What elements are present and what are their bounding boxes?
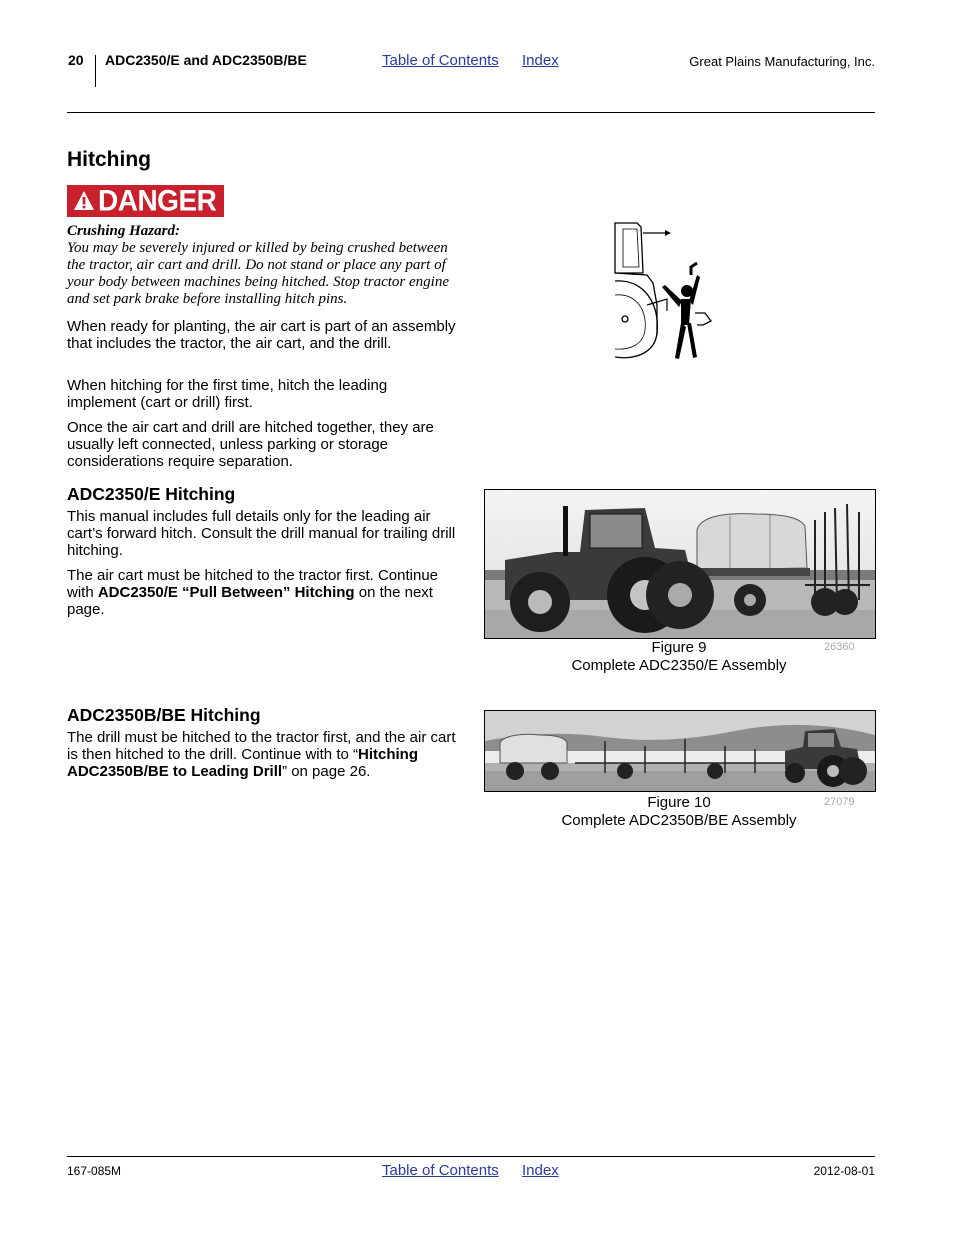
figure-9-art-number: 26360 [824,641,855,653]
sub-e-paragraph-2 [67,567,459,618]
figure-10-caption [484,794,874,830]
sub-e-text-b: on the next page. [67,584,433,618]
header-rule [67,112,875,113]
part-number: 167-085M [67,1164,122,1178]
figure-9-number: Figure 9 [651,639,707,656]
adc2350bbe-assembly-image [485,711,875,791]
subsection-title-e: ADC2350/E Hitching [67,484,236,504]
adc2350e-assembly-image [485,490,875,638]
header-index-link[interactable]: Index [522,52,559,69]
sub-b-text-b: ” on page 26. [282,763,371,780]
figure-10-number: Figure 10 [647,794,711,811]
figure-10-art-number: 27079 [824,796,855,808]
figure-10-title: Complete ADC2350B/BE Assembly [561,812,797,829]
figure-9-title: Complete ADC2350/E Assembly [571,657,787,674]
hazard-title: Crushing Hazard: [67,223,180,239]
sub-b-text-a: The drill must be hitched to the tractor first, and the air cart is then hitched to the drill. Continue with to “ [67,729,456,763]
sub-e-text-a: The air cart must be hitched to the tractor first. Continue with [67,567,439,601]
sub-b-paragraph [67,729,462,780]
figure-9-photo [484,489,876,639]
header-divider [95,55,96,87]
document-title: ADC2350/E and ADC2350B/BE [105,52,307,68]
hazard-text: You may be severely injured or killed by being crushed between the tractor, air cart and drill. Do not stand or place any part of your body between machines being hitched. Stop tractor engine and set park brake before installing hitch pins. [67,240,449,307]
company-name: Great Plains Manufacturing, Inc. [689,54,875,69]
page-number: 20 [68,52,84,68]
crushing-hazard-illustration [605,215,720,365]
footer-index-link[interactable]: Index [522,1162,559,1179]
header-toc-link[interactable]: Table of Contents [382,52,499,69]
figure-10-photo [484,710,876,792]
publication-date: 2012-08-01 [813,1164,875,1178]
figure-9-caption [484,639,874,675]
danger-label [67,185,224,217]
sub-e-paragraph-1: This manual includes full details only for the leading air cart’s forward hitch. Consult the drill manual for trailing drill hitching. [67,508,456,559]
subsection-title-b: ADC2350B/BE Hitching [67,705,261,725]
intro-paragraph-1: When ready for planting, the air cart is part of an assembly that includes the tractor, the air cart, and the drill. [67,318,456,352]
warning-triangle-icon [73,190,95,212]
hazard-message [67,223,457,308]
pull-between-reference: ADC2350/E “Pull Between” Hitching [97,584,355,601]
footer-toc-link[interactable]: Table of Contents [382,1162,499,1179]
intro-paragraph-2: When hitching for the first time, hitch the leading implement (cart or drill) first. [67,377,388,411]
section-title: Hitching [67,148,151,171]
leading-drill-reference: Hitching ADC2350B/BE to Leading Drill [67,746,418,780]
danger-word: DANGER [98,184,217,217]
intro-paragraph-3: Once the air cart and drill are hitched together, they are usually left connected, unless parking or storage considerations require separation. [67,419,434,470]
footer-rule [67,1156,875,1157]
